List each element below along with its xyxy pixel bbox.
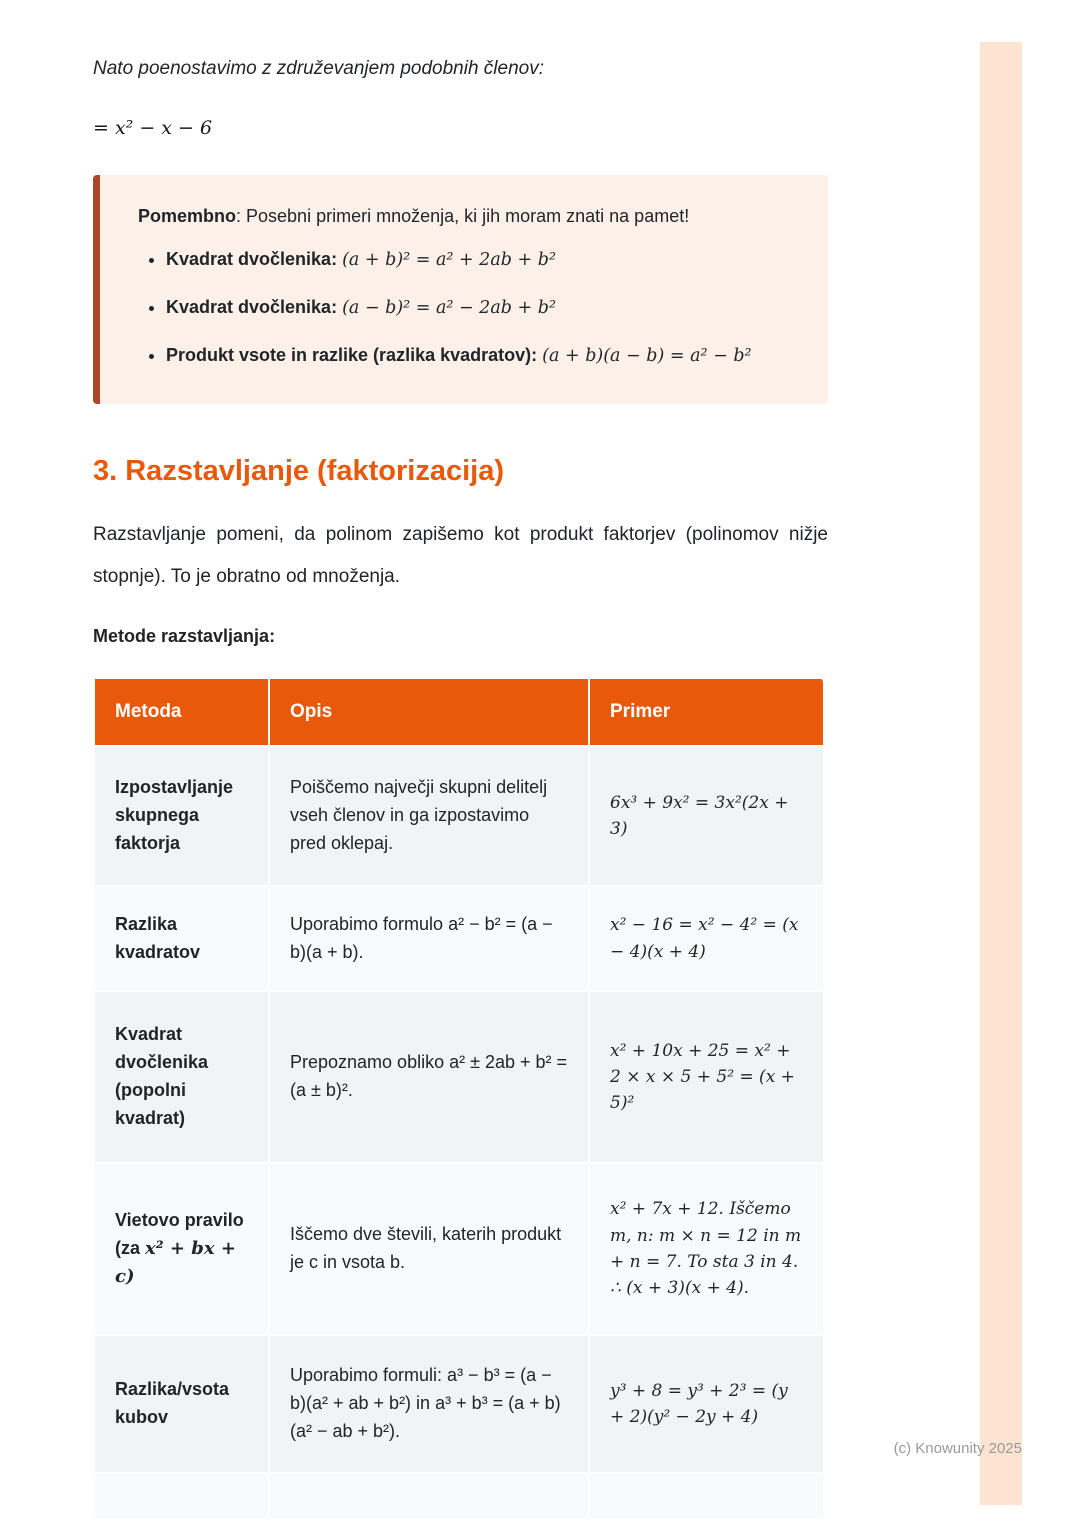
table-row-partial xyxy=(94,1473,823,1519)
table-row xyxy=(94,886,823,991)
intro-line: Nato poenostavimo z združevanjem podobnih členov: xyxy=(93,58,544,79)
cell-primer: x² + 10x + 25 = x² + 2 × x × 5 + 5² = (x + 5)² xyxy=(589,991,823,1163)
header-metoda: Metoda xyxy=(94,678,269,746)
callout-bullet-list xyxy=(138,244,790,371)
callout-bullet xyxy=(166,244,790,276)
cell-metoda: Kvadrat dvočlenika (popolni kvadrat) xyxy=(94,991,269,1163)
bullet-label: Kvadrat dvočlenika: xyxy=(166,249,338,270)
table-row xyxy=(94,1335,823,1473)
cell-empty xyxy=(269,1473,589,1519)
cell-metoda: Izpostavljanje skupnega faktorja xyxy=(94,746,269,886)
methods-table xyxy=(93,677,823,1520)
section-paragraph: Razstavljanje pomeni, da polinom zapišemo kot produkt faktorjev (polinomov nižje stopnje). To je obratno od množenja. xyxy=(93,524,828,588)
bullet-label: Kvadrat dvočlenika: xyxy=(166,297,338,318)
cell-opis: Prepoznamo obliko a² ± 2ab + b² = (a ± b)². xyxy=(269,991,589,1163)
callout-bullet xyxy=(166,292,790,324)
cell-empty xyxy=(94,1473,269,1519)
bullet-formula: (a − b)² = a² − 2ab + b² xyxy=(342,298,556,319)
cell-primer: x² − 16 = x² − 4² = (x − 4)(x + 4) xyxy=(589,886,823,991)
cell-opis: Poiščemo največji skupni delitelj vseh členov in ga izpostavimo pred oklepaj. xyxy=(269,746,589,886)
cell-opis: Uporabimo formulo a² − b² = (a − b)(a + b). xyxy=(269,886,589,991)
table-row xyxy=(94,1163,823,1335)
table-header-row xyxy=(94,678,823,746)
callout-title xyxy=(138,203,790,231)
bullet-formula: (a + b)² = a² + 2ab + b² xyxy=(342,250,556,271)
table-label: Metode razstavljanja: xyxy=(93,626,276,647)
important-callout xyxy=(93,175,828,404)
cell-metoda: Razlika kvadratov xyxy=(94,886,269,991)
cell-opis: Uporabimo formuli: a³ − b³ = (a − b)(a² + ab + b²) in a³ + b³ = (a + b)(a² − ab + b²). xyxy=(269,1335,589,1473)
cell-metoda-text: Vietovo pravilo (za xyxy=(115,1210,244,1259)
header-primer: Primer xyxy=(589,678,823,746)
bullet-label: Produkt vsote in razlike (razlika kvadratov): xyxy=(166,344,538,365)
callout-title-bold: Pomembno xyxy=(138,205,237,226)
table-row xyxy=(94,991,823,1163)
cell-metoda xyxy=(94,1163,269,1335)
document-content xyxy=(93,0,828,1520)
header-opis: Opis xyxy=(269,678,589,746)
bullet-formula: (a + b)(a − b) = a² − b² xyxy=(542,345,752,366)
copyright-footer: (c) Knowunity 2025 xyxy=(893,1440,1022,1457)
callout-title-rest: : Posebni primeri množenja, ki jih moram znati na pamet! xyxy=(236,205,690,226)
cell-primer: x² + 7x + 12. Iščemo m, n: m × n = 12 in m + n = 7. To sta 3 in 4. ∴ (x + 3)(x + 4). xyxy=(589,1163,823,1335)
cell-metoda-formula: x² + bx + c) xyxy=(115,1238,236,1288)
cell-metoda: Razlika/vsota kubov xyxy=(94,1335,269,1473)
table-row xyxy=(94,746,823,886)
cell-primer: 6x³ + 9x² = 3x²(2x + 3) xyxy=(589,746,823,886)
cell-opis: Iščemo dve števili, katerih produkt je c in vsota b. xyxy=(269,1163,589,1335)
section-heading: 3. Razstavljanje (faktorizacija) xyxy=(93,454,504,487)
callout-bullet xyxy=(166,340,790,372)
methods-table-wrapper xyxy=(93,677,823,1520)
cell-empty xyxy=(589,1473,823,1519)
cell-primer: y³ + 8 = y³ + 2³ = (y + 2)(y² − 2y + 4) xyxy=(589,1335,823,1473)
right-accent-stripe xyxy=(980,42,1022,1505)
formula-line: = x² − x − 6 xyxy=(93,116,213,139)
